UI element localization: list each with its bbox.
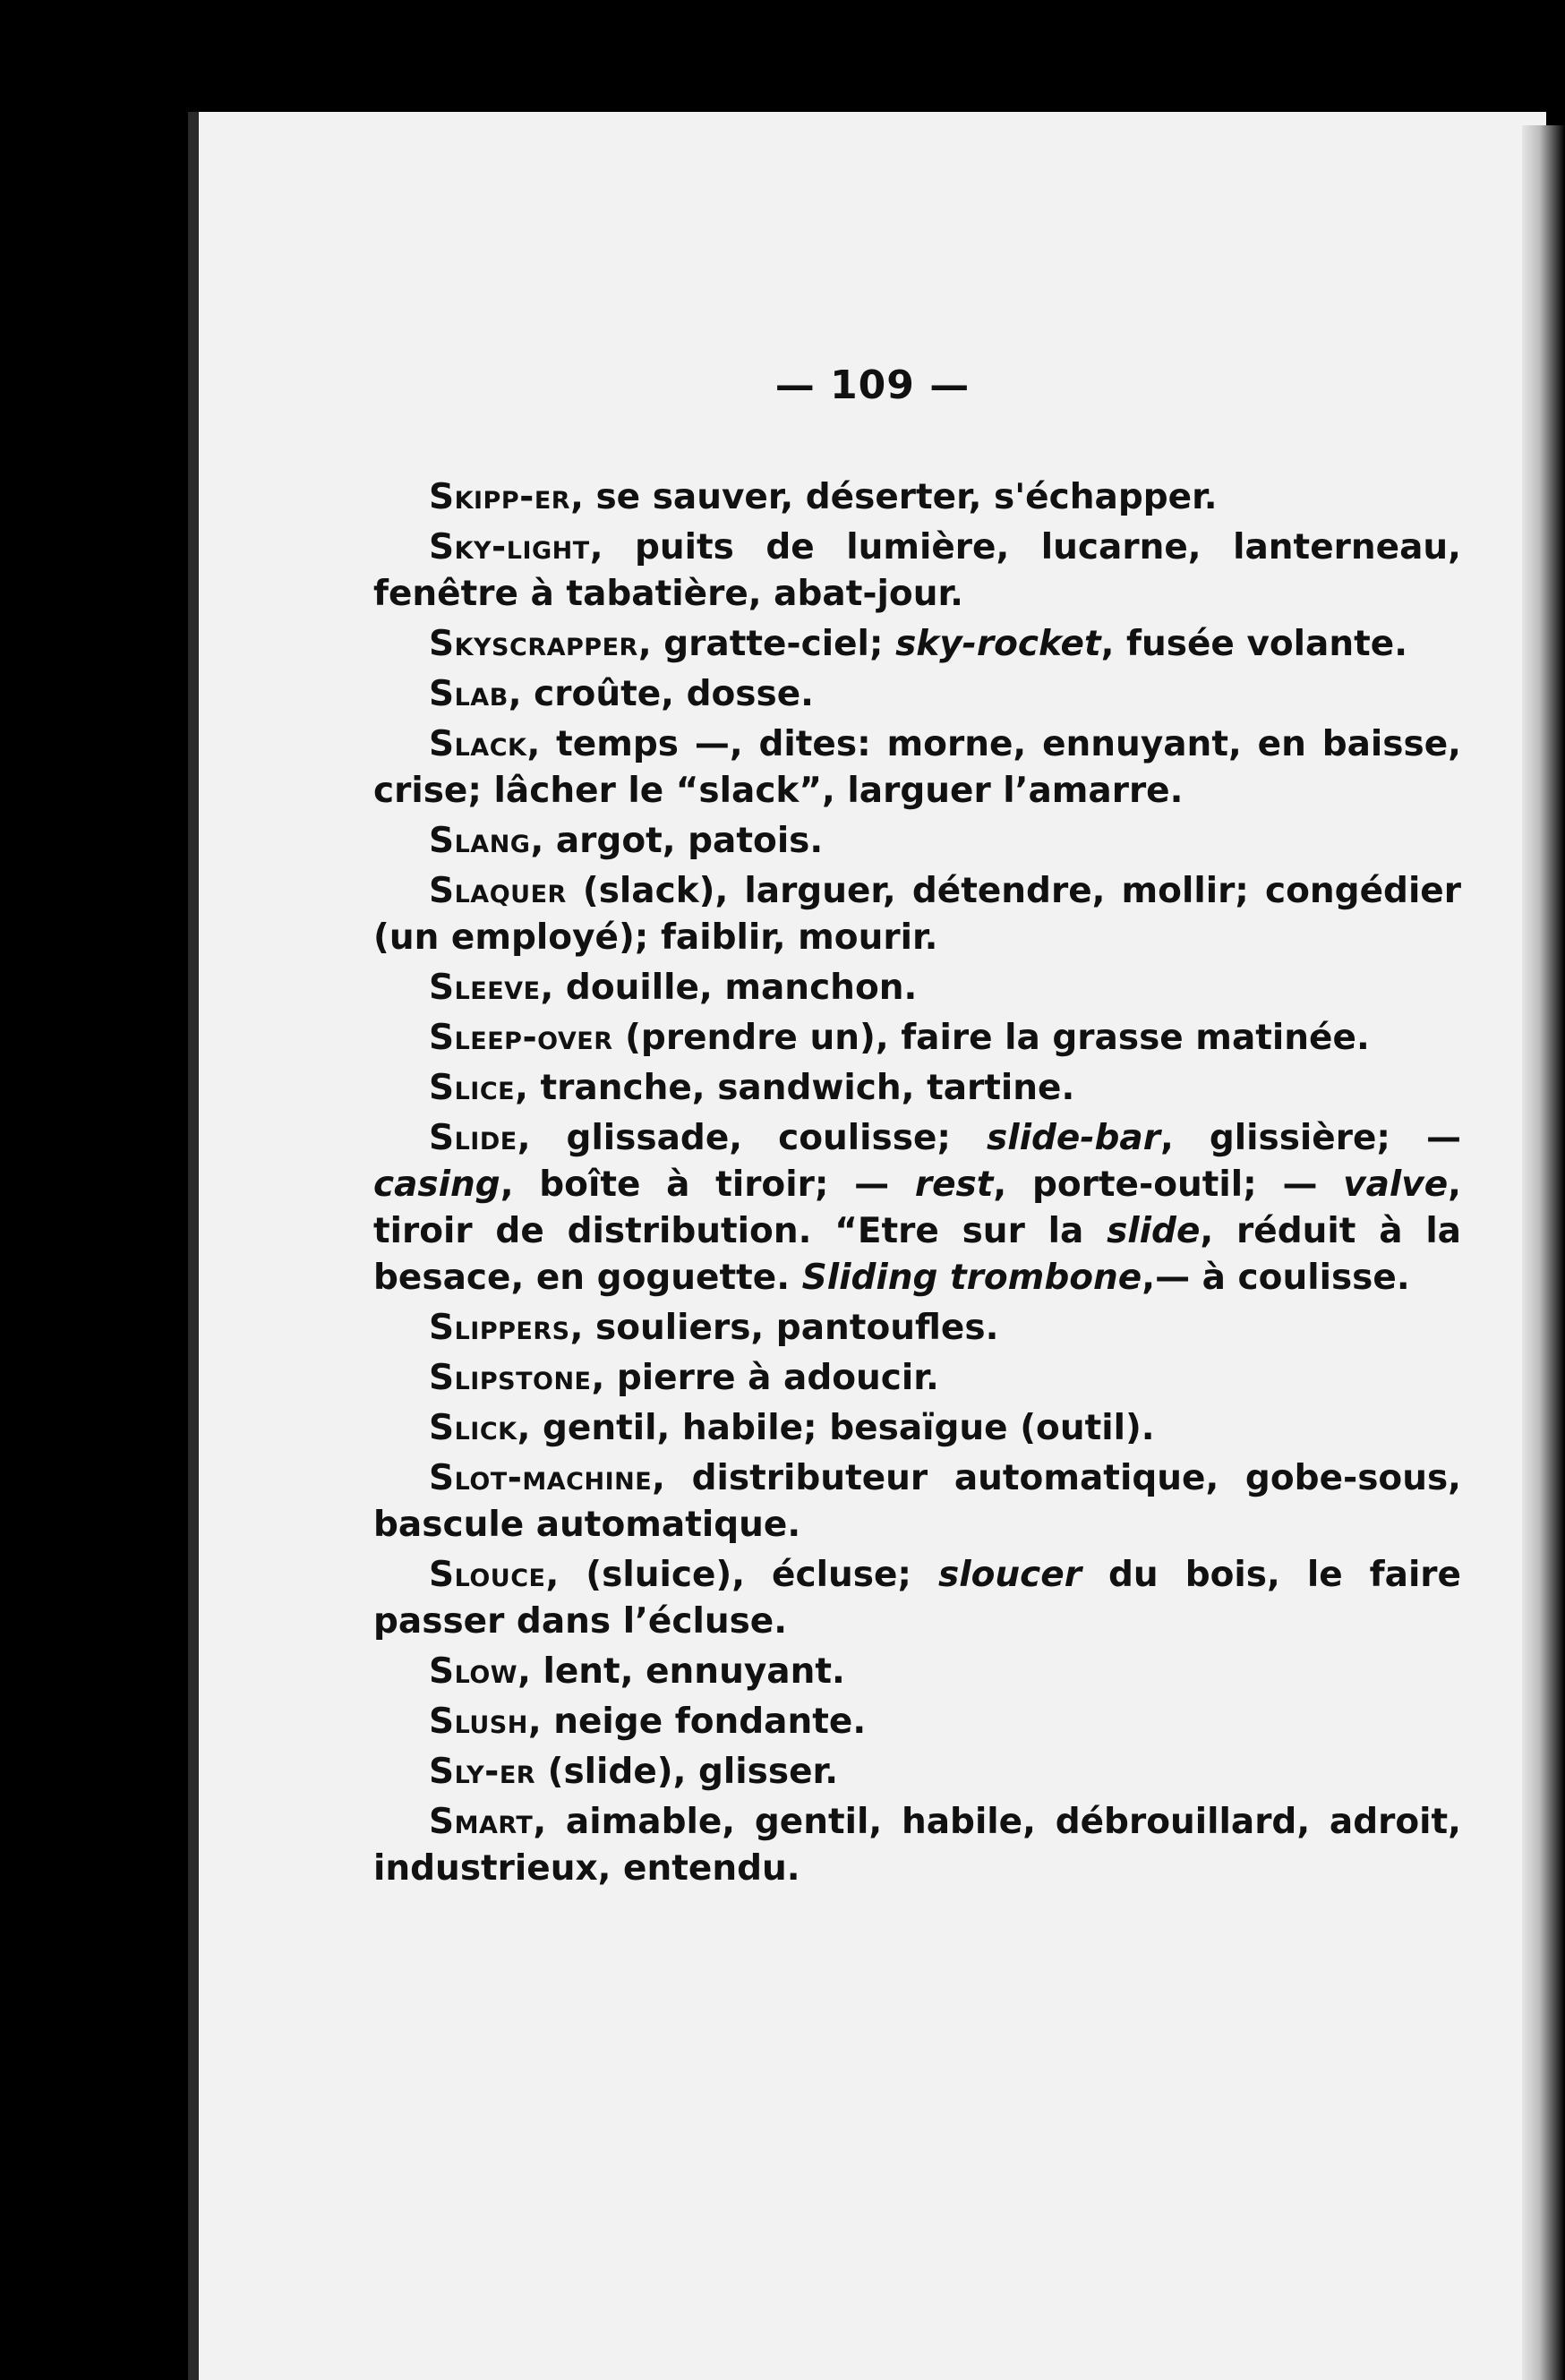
- dictionary-entry: [373, 1552, 1461, 1645]
- entry-definition: , boîte à tiroir; —: [500, 1164, 915, 1205]
- book-page: [188, 112, 1546, 2380]
- entry-definition: , puits de lumière, lucarne, lanterneau, fenêtre à tabatière, abat-jour.: [373, 527, 1461, 614]
- dictionary-entry: [373, 1015, 1461, 1062]
- dictionary-entry: [373, 1305, 1461, 1352]
- entry-headword: Slide: [429, 1118, 517, 1158]
- entry-headword: Slow: [429, 1651, 518, 1692]
- entry-headword: Slice: [429, 1068, 516, 1108]
- entry-definition: , tiroir de distribution. “Etre sur la: [373, 1164, 1461, 1251]
- entry-headword: Sly-er: [429, 1752, 536, 1792]
- entry-headword: Smart: [429, 1802, 534, 1842]
- dictionary-entry: [373, 1799, 1461, 1892]
- dictionary-entry: [373, 721, 1461, 815]
- entry-definition: , distributeur automatique, gobe-sous, bascule automatique.: [373, 1458, 1461, 1545]
- dictionary-entry: [373, 1065, 1461, 1112]
- entry-headword: Skipp-er: [429, 477, 571, 517]
- entry-italic-term: sky-rocket: [895, 624, 1101, 664]
- scan-border-right: [1522, 125, 1565, 2380]
- entry-definition: , se sauver, déserter, s'échapper.: [570, 477, 1218, 517]
- entry-italic-term: slide: [1107, 1211, 1201, 1251]
- entry-definition: , souliers, pantoufles.: [569, 1308, 999, 1348]
- dictionary-entry: [373, 1649, 1461, 1695]
- entry-headword: Skyscrapper: [429, 624, 638, 664]
- entry-headword: Sky-light: [429, 527, 590, 567]
- dictionary-entry: [373, 1355, 1461, 1402]
- entry-definition: (slide), glisser.: [535, 1752, 839, 1792]
- dictionary-entry: [373, 671, 1461, 718]
- entry-headword: Slaquer: [429, 871, 567, 911]
- entry-definition: , aimable, gentil, habile, débrouillard, adroit, industrieux, entendu.: [373, 1802, 1461, 1889]
- entry-definition: , (sluice), écluse;: [545, 1555, 939, 1595]
- entry-definition: , argot, patois.: [530, 821, 824, 861]
- entry-italic-term: slide-bar: [987, 1118, 1160, 1158]
- dictionary-entry: [373, 818, 1461, 865]
- entry-definition: , gentil, habile; besaïgue (outil).: [517, 1408, 1155, 1448]
- entry-headword: Slipstone: [429, 1358, 592, 1398]
- entry-italic-term: Sliding trombone: [801, 1258, 1142, 1298]
- entry-headword: Slick: [429, 1408, 517, 1448]
- dictionary-entry: [373, 1405, 1461, 1452]
- entry-headword: Slack: [429, 724, 527, 764]
- entry-definition: (slack), larguer, détendre, mollir; congédier (un employé); faiblir, mourir.: [373, 871, 1461, 958]
- dictionary-entry: [373, 525, 1461, 618]
- entry-headword: Sleeve: [429, 968, 541, 1008]
- scan-border-left: [0, 0, 184, 2380]
- entry-definition: , porte-outil; —: [993, 1164, 1344, 1205]
- entry-headword: Slouce: [429, 1555, 546, 1595]
- entry-definition: , fusée volante.: [1100, 624, 1408, 664]
- entry-definition: , réduit à la besace, en goguette.: [373, 1211, 1462, 1298]
- dictionary-entries: [373, 474, 1461, 1896]
- entry-italic-term: sloucer: [938, 1555, 1082, 1595]
- dictionary-entry: [373, 868, 1461, 961]
- entry-headword: Slang: [429, 821, 531, 861]
- dictionary-entry: [373, 1699, 1461, 1745]
- dictionary-entry: [373, 965, 1461, 1011]
- dictionary-entry: [373, 1115, 1461, 1301]
- entry-definition: , douille, manchon.: [540, 968, 918, 1008]
- entry-definition: , lent, ennuyant.: [517, 1651, 845, 1692]
- entry-definition: , croûte, dosse.: [508, 674, 814, 714]
- entry-definition: , gratte-ciel;: [637, 624, 896, 664]
- entry-italic-term: valve: [1343, 1164, 1449, 1205]
- entry-definition: , glissière; —: [1160, 1118, 1462, 1158]
- dictionary-entry: [373, 1749, 1461, 1796]
- dictionary-entry: [373, 1455, 1461, 1548]
- entry-italic-term: casing: [373, 1164, 500, 1205]
- entry-headword: Slush: [429, 1702, 528, 1742]
- dictionary-entry: [373, 474, 1461, 521]
- entry-definition: , temps —, dites: morne, ennuyant, en baisse, crise; lâcher le “slack”, larguer l’amarre.: [373, 724, 1461, 811]
- entry-headword: Slippers: [429, 1308, 570, 1348]
- entry-definition: , glissade, coulisse;: [517, 1118, 988, 1158]
- entry-definition: , pierre à adoucir.: [591, 1358, 939, 1398]
- entry-definition: , neige fondante.: [527, 1702, 867, 1742]
- entry-definition: (prendre un), faire la grasse matinée.: [612, 1018, 1370, 1058]
- dictionary-entry: [373, 621, 1461, 668]
- entry-definition: , tranche, sandwich, tartine.: [515, 1068, 1075, 1108]
- page-number: — 109 —: [774, 363, 971, 408]
- entry-headword: Sleep-over: [429, 1018, 613, 1058]
- entry-headword: Slab: [429, 674, 509, 714]
- entry-definition: du bois, le faire passer dans l’écluse.: [373, 1555, 1461, 1642]
- entry-headword: Slot-machine: [429, 1458, 653, 1498]
- entry-italic-term: rest: [914, 1164, 994, 1205]
- entry-definition: ,— à coulisse.: [1142, 1258, 1410, 1298]
